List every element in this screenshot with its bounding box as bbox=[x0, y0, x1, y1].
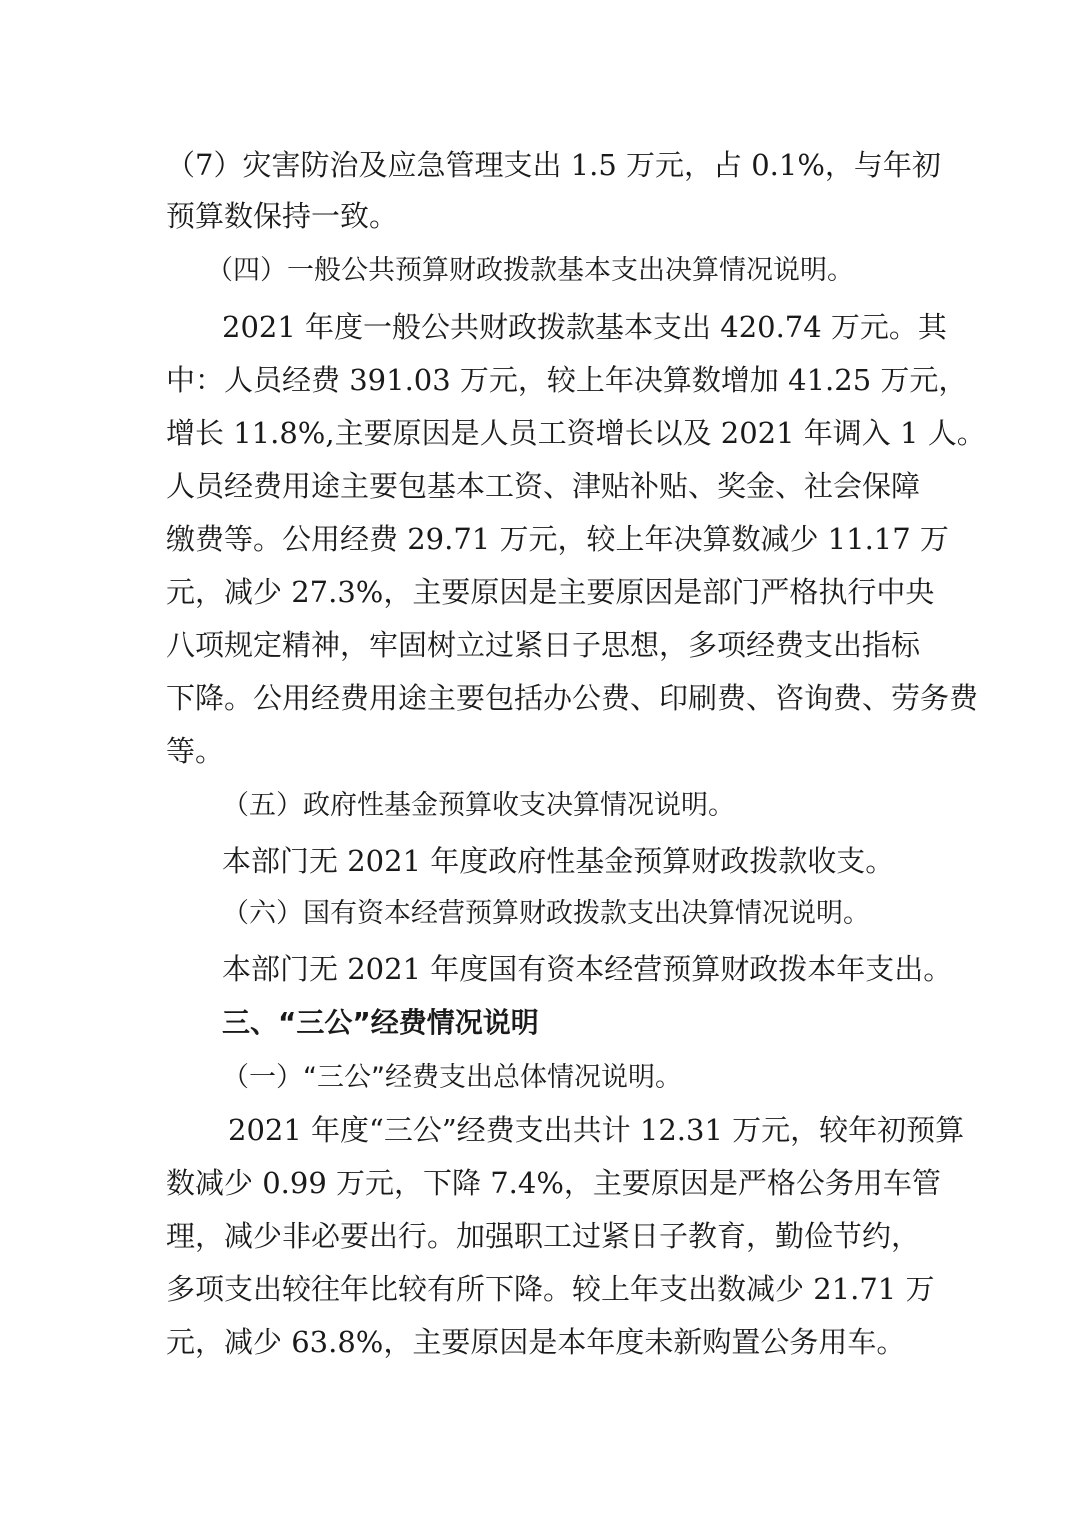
paragraph-line: 下降。公用经费用途主要包括办公费、印刷费、咨询费、劳务费 bbox=[166, 681, 979, 715]
paragraph-line: 数减少 0.99 万元，下降 7.4%，主要原因是严格公务用车管 bbox=[166, 1166, 941, 1200]
paragraph-line: 理，减少非必要出行。加强职工过紧日子教育，勤俭节约， bbox=[166, 1219, 921, 1253]
paragraph-line: 增长 11.8%,主要原因是人员工资增长以及 2021 年调入 1 人。 bbox=[166, 416, 986, 450]
section-heading: （一）“三公”经费支出总体情况说明。 bbox=[222, 1062, 682, 1093]
paragraph-line: 元，减少 63.8%，主要原因是本年度未新购置公务用车。 bbox=[166, 1325, 906, 1359]
paragraph-line: 2021 年度一般公共财政拨款基本支出 420.74 万元。其 bbox=[222, 310, 947, 344]
paragraph-line: 预算数保持一致。 bbox=[166, 199, 399, 233]
paragraph-line: 等。 bbox=[166, 734, 225, 768]
paragraph-line: （7）灾害防治及应急管理支出 1.5 万元，占 0.1%，与年初 bbox=[166, 148, 941, 182]
paragraph-line: 本部门无 2021 年度国有资本经营预算财政拨本年支出。 bbox=[222, 952, 953, 986]
paragraph-line: 元，减少 27.3%，主要原因是主要原因是部门严格执行中央 bbox=[166, 575, 935, 609]
chapter-heading: 三、“三公”经费情况说明 bbox=[222, 1006, 539, 1039]
paragraph-line: 多项支出较往年比较有所下降。较上年支出数减少 21.71 万 bbox=[166, 1272, 935, 1306]
paragraph-line: 八项规定精神，牢固树立过紧日子思想，多项经费支出指标 bbox=[166, 628, 921, 662]
paragraph-line: 中：人员经费 391.03 万元，较上年决算数增加 41.25 万元， bbox=[166, 363, 968, 397]
paragraph-line: 本部门无 2021 年度政府性基金预算财政拨款收支。 bbox=[222, 844, 895, 878]
section-heading: （六）国有资本经营预算财政拨款支出决算情况说明。 bbox=[222, 898, 870, 929]
paragraph-line: 人员经费用途主要包基本工资、津贴补贴、奖金、社会保障 bbox=[166, 469, 921, 503]
section-heading: （五）政府性基金预算收支决算情况说明。 bbox=[222, 790, 735, 821]
section-heading: （四）一般公共预算财政拨款基本支出决算情况说明。 bbox=[206, 255, 854, 286]
paragraph-line: 缴费等。公用经费 29.71 万元，较上年决算数减少 11.17 万 bbox=[166, 522, 949, 556]
paragraph-line: 2021 年度“三公”经费支出共计 12.31 万元，较年初预算 bbox=[228, 1113, 965, 1147]
